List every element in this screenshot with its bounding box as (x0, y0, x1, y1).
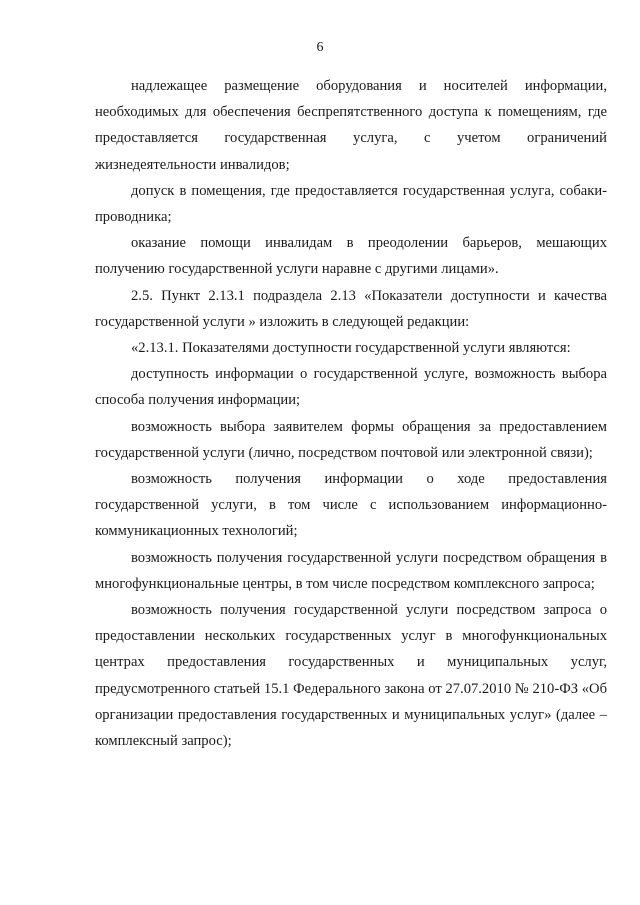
paragraph-information-availability: доступность информации о государственной услуге, возможность выбора способа получения информации; (95, 366, 607, 409)
paragraph-mfc-access: возможность получения государственной услуги посредством обращения в многофункциональные центры, в том числе посредством комплексного запроса; (95, 549, 607, 592)
paragraph-progress-information: возможность получения информации о ходе предоставления государственной услуги, в том числе с использованием информационно-коммуникационных технологий; (95, 471, 607, 540)
paragraph-item-2-5: 2.5. Пункт 2.13.1 подраздела 2.13 «Показатели доступности и качества государственной услуги » изложить в следующей редакции: (95, 287, 607, 330)
paragraph-accessibility-equipment: надлежащее размещение оборудования и носителей информации, необходимых для обеспечения беспрепятственного доступа к помещениям, где предоставляется государственная услуга, с учетом ограничений жизнедеятельности инвалидов; (95, 78, 607, 173)
paragraph-barrier-assistance: оказание помощи инвалидам в преодолении барьеров, мешающих получению государственной услуги наравне с другими лицами». (95, 235, 607, 278)
page-number: 6 (316, 40, 324, 55)
document-body (95, 73, 607, 754)
paragraph-complex-request: возможность получения государственной услуги посредством запроса о предоставлении нескольких государственных услуг в многофункциональных центрах предоставления государственных и муниципальных услуг, предусмотренного статьей 15.1 Федерального закона от 27.07.2010 № 210-ФЗ «Об организации предоставления государственных и муниципальных услуг» (далее – комплексный запрос); (95, 602, 607, 750)
paragraph-item-2-13-1: «2.13.1. Показателями доступности государственной услуги являются: (131, 340, 571, 357)
paragraph-request-form-choice: возможность выбора заявителем формы обращения за предоставлением государственной услуги (лично, посредством почтовой или электронной связи); (95, 418, 607, 461)
paragraph-guide-dog: допуск в помещения, где предоставляется государственная услуга, собаки-проводника; (95, 182, 607, 226)
